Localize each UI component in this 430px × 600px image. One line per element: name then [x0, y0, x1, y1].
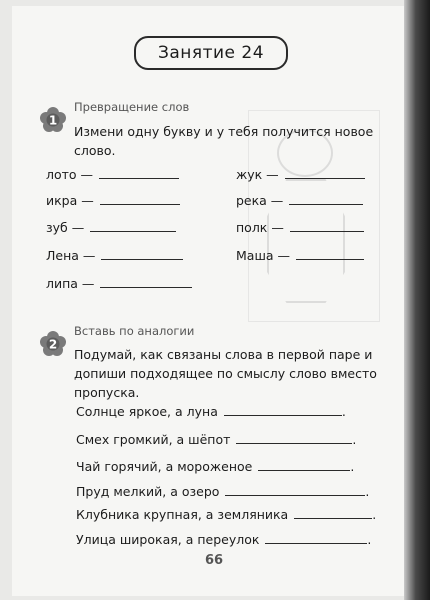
task2-number-badge [40, 331, 66, 357]
task1-word: жук — [236, 167, 279, 182]
answer-blank[interactable] [100, 203, 180, 205]
page-number: 66 [205, 553, 224, 568]
task1-row-3 [46, 220, 176, 235]
answer-blank[interactable] [265, 542, 367, 544]
task1-word: зуб — [46, 220, 85, 235]
task1-word: икра — [46, 193, 94, 208]
page-title [134, 36, 288, 70]
task1-number-badge [40, 107, 66, 133]
task1-row-7 [236, 193, 363, 208]
answer-blank[interactable] [225, 494, 365, 496]
task2-title: Вставь по аналогии [74, 324, 195, 338]
task2-sentence: Клубника крупная, а земляника [76, 507, 289, 522]
task1-title: Превращение слов [74, 100, 190, 114]
answer-blank[interactable] [224, 414, 342, 416]
task1-row-5 [46, 276, 192, 291]
answer-blank[interactable] [296, 258, 364, 260]
answer-blank[interactable] [285, 177, 365, 179]
task1-word: Лена — [46, 248, 96, 263]
flower-number-icon [40, 107, 66, 133]
task1-word: полк — [236, 220, 284, 235]
task2-row-2: Смех громкий, а шёпот . [76, 432, 357, 447]
task2-row-1: Солнце яркое, а луна . [76, 404, 346, 419]
answer-blank[interactable] [294, 517, 372, 519]
task1-word: Маша — [236, 248, 291, 263]
svg-text:2: 2 [48, 337, 58, 352]
task2-row-6: Улица широкая, а переулок . [76, 532, 372, 547]
task2-sentence: Пруд мелкий, а озеро [76, 484, 220, 499]
task1-word: река — [236, 193, 284, 208]
book-spine-shadow [404, 0, 430, 600]
task2-row-3: Чай горячий, а мороженое . [76, 459, 355, 474]
task1-row-1 [46, 167, 179, 182]
task1-instruction: Измени одну букву и у тебя получится новое слово. [74, 124, 374, 158]
answer-blank[interactable] [290, 230, 364, 232]
task1-row-9 [236, 248, 364, 263]
svg-text:1: 1 [48, 113, 58, 128]
task1-row-8 [236, 220, 364, 235]
task1-word: лото — [46, 167, 94, 182]
task2-sentence: Солнце яркое, а луна [76, 404, 218, 419]
task2-sentence: Чай горячий, а мороженое [76, 459, 253, 474]
task1-row-6 [236, 167, 365, 182]
answer-blank[interactable] [99, 177, 179, 179]
answer-blank[interactable] [258, 469, 350, 471]
task2-sentence: Улица широкая, а переулок [76, 532, 260, 547]
task2-sentence: Смех громкий, а шёпот [76, 432, 231, 447]
task1-row-2 [46, 193, 180, 208]
answer-blank[interactable] [101, 258, 183, 260]
task1-row-4 [46, 248, 183, 263]
task2-row-4: Пруд мелкий, а озеро . [76, 484, 370, 499]
page-title-text: Занятие 24 [157, 43, 265, 63]
task2-row-5: Клубника крупная, а земляника . [76, 507, 377, 522]
answer-blank[interactable] [90, 230, 176, 232]
task1-word: липа — [46, 276, 95, 291]
answer-blank[interactable] [289, 203, 363, 205]
answer-blank[interactable] [100, 286, 192, 288]
flower-number-icon [40, 331, 66, 357]
task2-instruction: Подумай, как связаны слова в первой паре и допиши подходящее по смыслу слово вместо пропуска. [74, 347, 377, 400]
answer-blank[interactable] [236, 442, 352, 444]
